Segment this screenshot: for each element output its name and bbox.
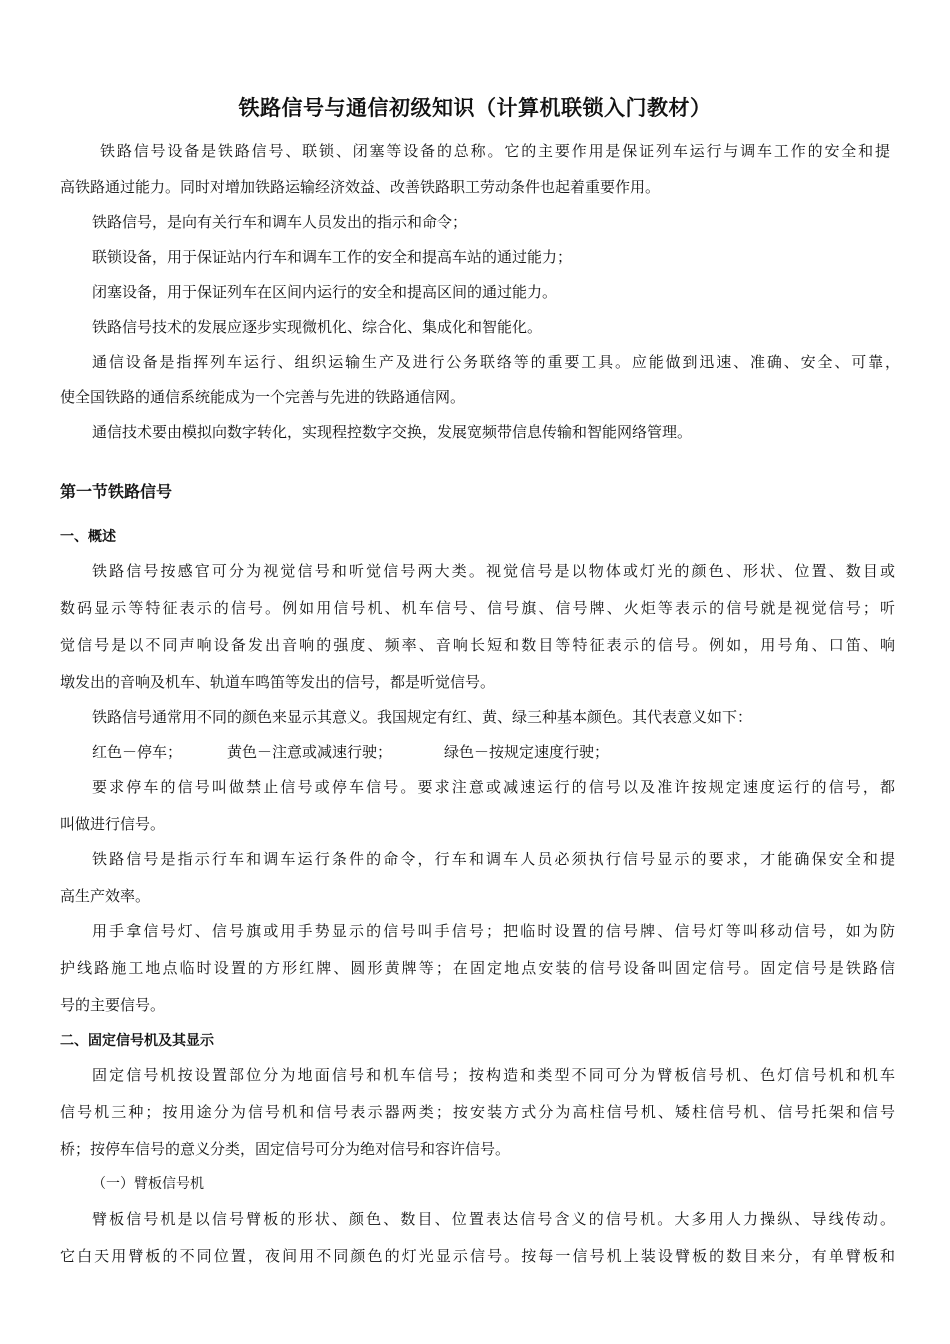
semaphore-heading: （一）臂板信号机 — [92, 1176, 204, 1192]
color-green-meaning: 绿色－按规定速度行驶； — [444, 743, 610, 761]
overview-paragraph-3-line-2: 叫做进行信号。 — [60, 815, 166, 833]
overview-paragraph-4-line-1: 铁路信号是指示行车和调车运行条件的命令，行车和调车人员必须执行信号显示的要求，才能确保安全和提 — [92, 850, 895, 868]
fixed-paragraph-1-line-2: 信号机三种；按用途分为信号机和信号表示器两类；按安装方式分为高柱信号机、矮柱信号机、信号托架和信号 — [60, 1103, 895, 1121]
fixed-paragraph-1-line-3: 桥；按停车信号的意义分类，固定信号可分为绝对信号和容许信号。 — [60, 1140, 511, 1158]
fixed-signal-heading: 二、固定信号机及其显示 — [60, 1033, 214, 1049]
document-title: 铁路信号与通信初级知识（计算机联锁入门教材） — [238, 96, 712, 120]
semaphore-paragraph-1-line-1: 臂板信号机是以信号臂板的形状、颜色、数目、位置表达信号含义的信号机。大多用人力操纵、导线传动。 — [92, 1210, 895, 1228]
overview-paragraph-1-line-2: 数码显示等特征表示的信号。例如用信号机、机车信号、信号旗、信号牌、火炬等表示的信号就是视觉信号；听 — [60, 599, 895, 617]
intro-paragraph-2: 铁路信号，是向有关行车和调车人员发出的指示和命令； — [92, 213, 468, 231]
overview-paragraph-3-line-1: 要求停车的信号叫做禁止信号或停车信号。要求注意或减速运行的信号以及准许按规定速度运行的信号，都 — [92, 778, 895, 796]
color-yellow-meaning: 黄色－注意或减速行驶； — [227, 743, 393, 761]
intro-paragraph-4: 闭塞设备，用于保证列车在区间内运行的安全和提高区间的通过能力。 — [92, 283, 558, 301]
overview-paragraph-4-line-2: 高生产效率。 — [60, 887, 151, 905]
overview-paragraph-2: 铁路信号通常用不同的颜色来显示其意义。我国规定有红、黄、绿三种基本颜色。其代表意义如下： — [92, 708, 753, 726]
overview-paragraph-1-line-1: 铁路信号按感官可分为视觉信号和听觉信号两大类。视觉信号是以物体或灯光的颜色、形状、位置、数目或 — [92, 562, 895, 580]
intro-paragraph-3: 联锁设备，用于保证站内行车和调车工作的安全和提高车站的通过能力； — [92, 248, 573, 266]
color-meanings — [92, 742, 895, 762]
intro-paragraph-1-line-2: 高铁路通过能力。同时对增加铁路运输经济效益、改善铁路职工劳动条件也起着重要作用。 — [60, 178, 661, 196]
intro-paragraph-7: 通信技术要由模拟向数字转化，实现程控数字交换，发展宽频带信息传输和智能网络管理。 — [92, 423, 693, 441]
intro-paragraph-6-line-2: 使全国铁路的通信系统能成为一个完善与先进的铁路通信网。 — [60, 388, 466, 406]
overview-paragraph-5-line-1: 用手拿信号灯、信号旗或用手势显示的信号叫手信号；把临时设置的信号牌、信号灯等叫移动信号，如为防 — [92, 922, 895, 940]
overview-paragraph-1-line-4: 墩发出的音响及机车、轨道车鸣笛等发出的信号，都是听觉信号。 — [60, 673, 496, 691]
overview-paragraph-1-line-3: 觉信号是以不同声响设备发出音响的强度、频率、音响长短和数目等特征表示的信号。例如，用号角、口笛、响 — [60, 636, 895, 654]
semaphore-paragraph-1-line-2: 它白天用臂板的不同位置，夜间用不同颜色的灯光显示信号。按每一信号机上装设臂板的数目来分，有单臂板和 — [60, 1247, 895, 1265]
section-heading: 第一节铁路信号 — [60, 482, 173, 501]
overview-paragraph-5-line-2: 护线路施工地点临时设置的方形红牌、圆形黄牌等；在固定地点安装的信号设备叫固定信号。固定信号是铁路信 — [60, 959, 895, 977]
intro-paragraph-5: 铁路信号技术的发展应逐步实现微机化、综合化、集成化和智能化。 — [92, 318, 543, 336]
overview-paragraph-5-line-3: 号的主要信号。 — [60, 996, 166, 1014]
intro-paragraph-6-line-1: 通信设备是指挥列车运行、组织运输生产及进行公务联络等的重要工具。应能做到迅速、准确、安全、可靠， — [92, 353, 900, 371]
fixed-paragraph-1-line-1: 固定信号机按设置部位分为地面信号和机车信号；按构造和类型不同可分为臂板信号机、色灯信号机和机车 — [92, 1066, 895, 1084]
intro-paragraph-1-line-1: 铁路信号设备是铁路信号、联锁、闭塞等设备的总称。它的主要作用是保证列车运行与调车工作的安全和提 — [100, 142, 890, 160]
overview-heading: 一、概述 — [60, 529, 116, 545]
color-red-meaning: 红色－停车； — [92, 743, 183, 761]
